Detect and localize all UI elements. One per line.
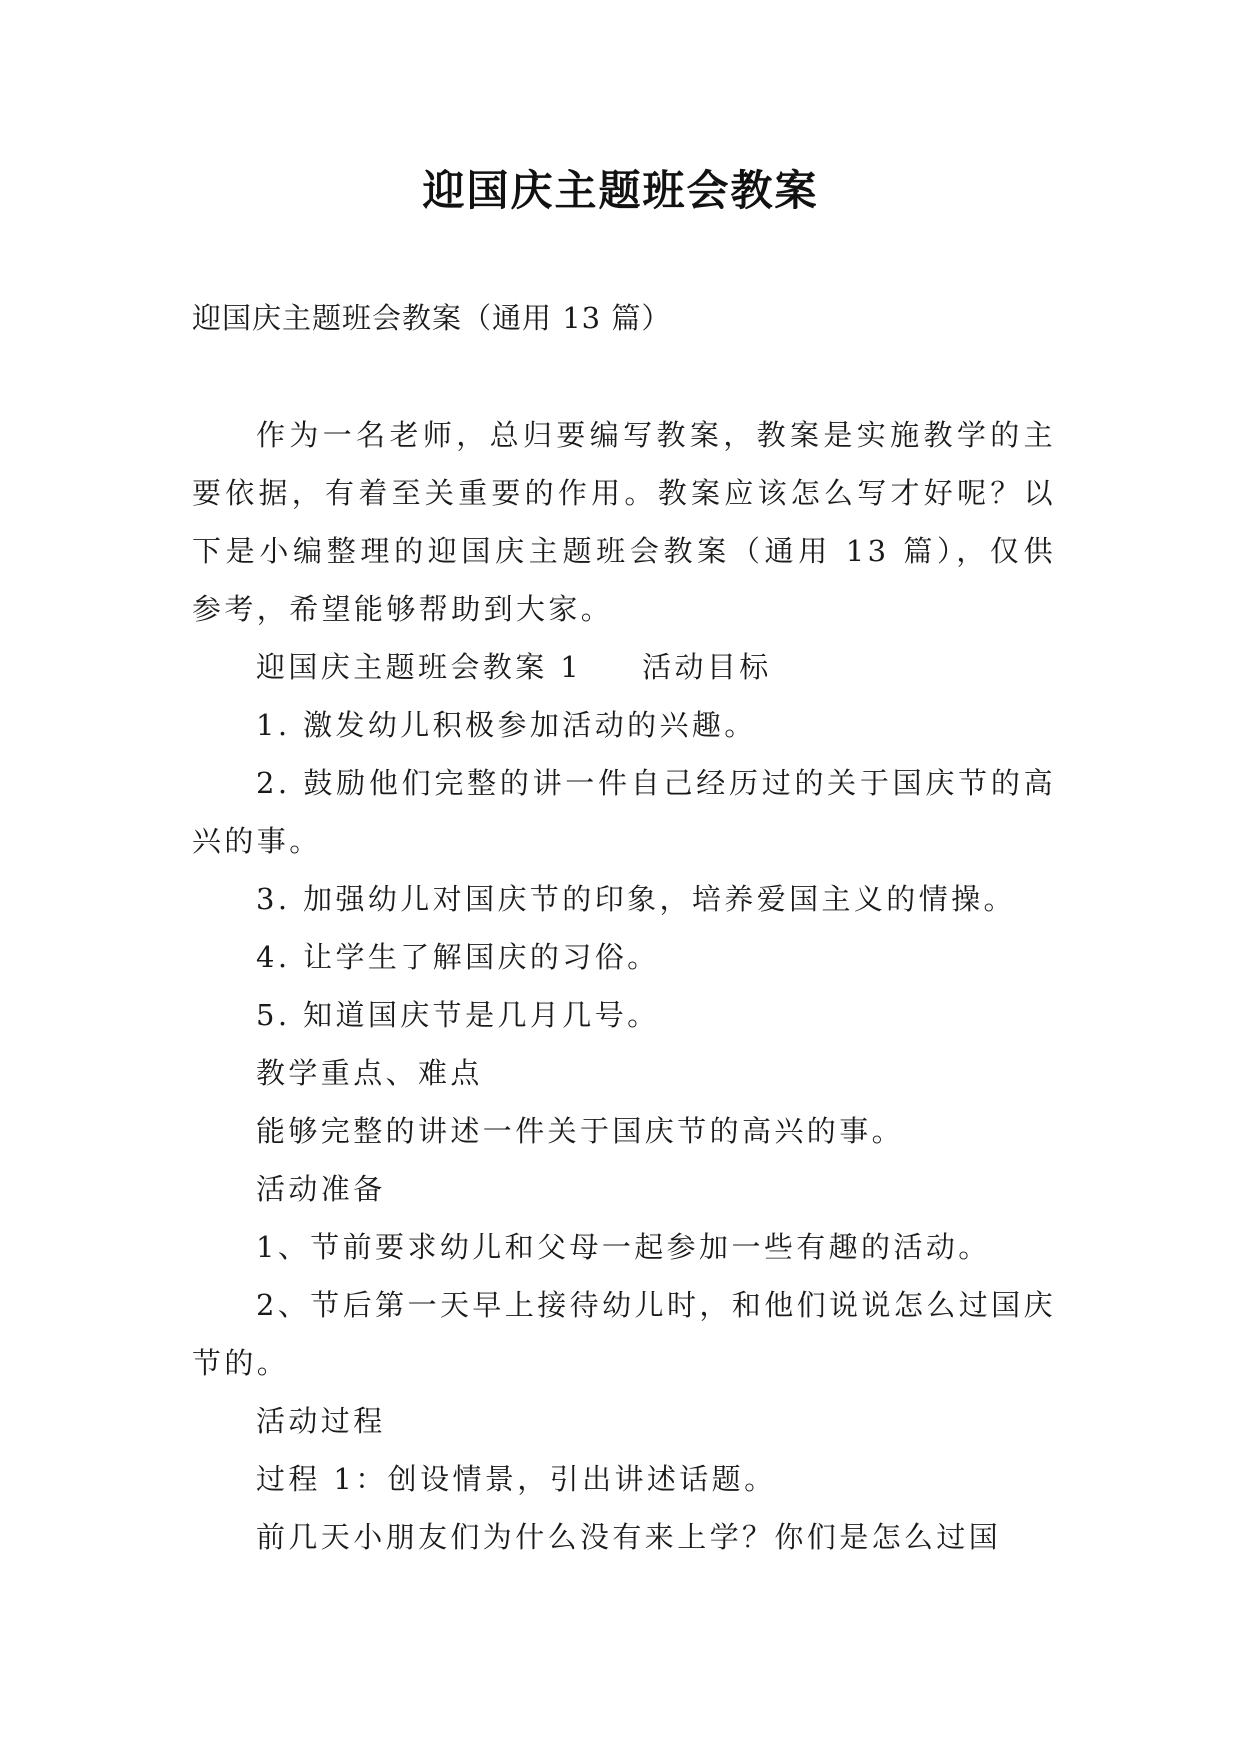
key-points-heading: 教学重点、难点 bbox=[256, 1056, 483, 1090]
preparation-heading: 活动准备 bbox=[256, 1172, 386, 1206]
preparation-item-2: 2、节后第一天早上接待幼儿时，和他们说说怎么过国庆节的。 bbox=[192, 1288, 1056, 1380]
process-heading: 活动过程 bbox=[256, 1404, 386, 1438]
objective-item-4: 4. 让学生了解国庆的习俗。 bbox=[256, 940, 660, 974]
objective-item-3: 3. 加强幼儿对国庆节的印象，培养爱国主义的情操。 bbox=[256, 882, 1016, 916]
intro-paragraph: 作为一名老师，总归要编写教案，教案是实施教学的主要依据，有着至关重要的作用。教案应该怎么写才好呢？以下是小编整理的迎国庆主题班会教案（通用 13 篇），仅供参考，希望能够帮助到大家。 bbox=[192, 418, 1056, 626]
objective-item-2: 2. 鼓励他们完整的讲一件自己经历过的关于国庆节的高兴的事。 bbox=[192, 766, 1056, 858]
preparation-item-1: 1、节前要求幼儿和父母一起参加一些有趣的活动。 bbox=[256, 1230, 991, 1264]
document-body bbox=[192, 406, 1056, 1566]
section-heading-line bbox=[192, 638, 1056, 696]
section-heading: 迎国庆主题班会教案 1 bbox=[256, 650, 583, 684]
objectives-heading: 活动目标 bbox=[642, 650, 772, 684]
document-title: 迎国庆主题班会教案 bbox=[422, 166, 819, 215]
objective-item-5: 5. 知道国庆节是几月几号。 bbox=[256, 998, 660, 1032]
process-text: 前几天小朋友们为什么没有来上学？你们是怎么过国 bbox=[256, 1520, 1002, 1554]
key-points-text: 能够完整的讲述一件关于国庆节的高兴的事。 bbox=[256, 1114, 905, 1148]
document-subtitle: 迎国庆主题班会教案（通用 13 篇） bbox=[192, 301, 672, 335]
process-step-1: 过程 1：创设情景，引出讲述话题。 bbox=[256, 1462, 777, 1496]
objective-item-1: 1. 激发幼儿积极参加活动的兴趣。 bbox=[256, 708, 757, 742]
